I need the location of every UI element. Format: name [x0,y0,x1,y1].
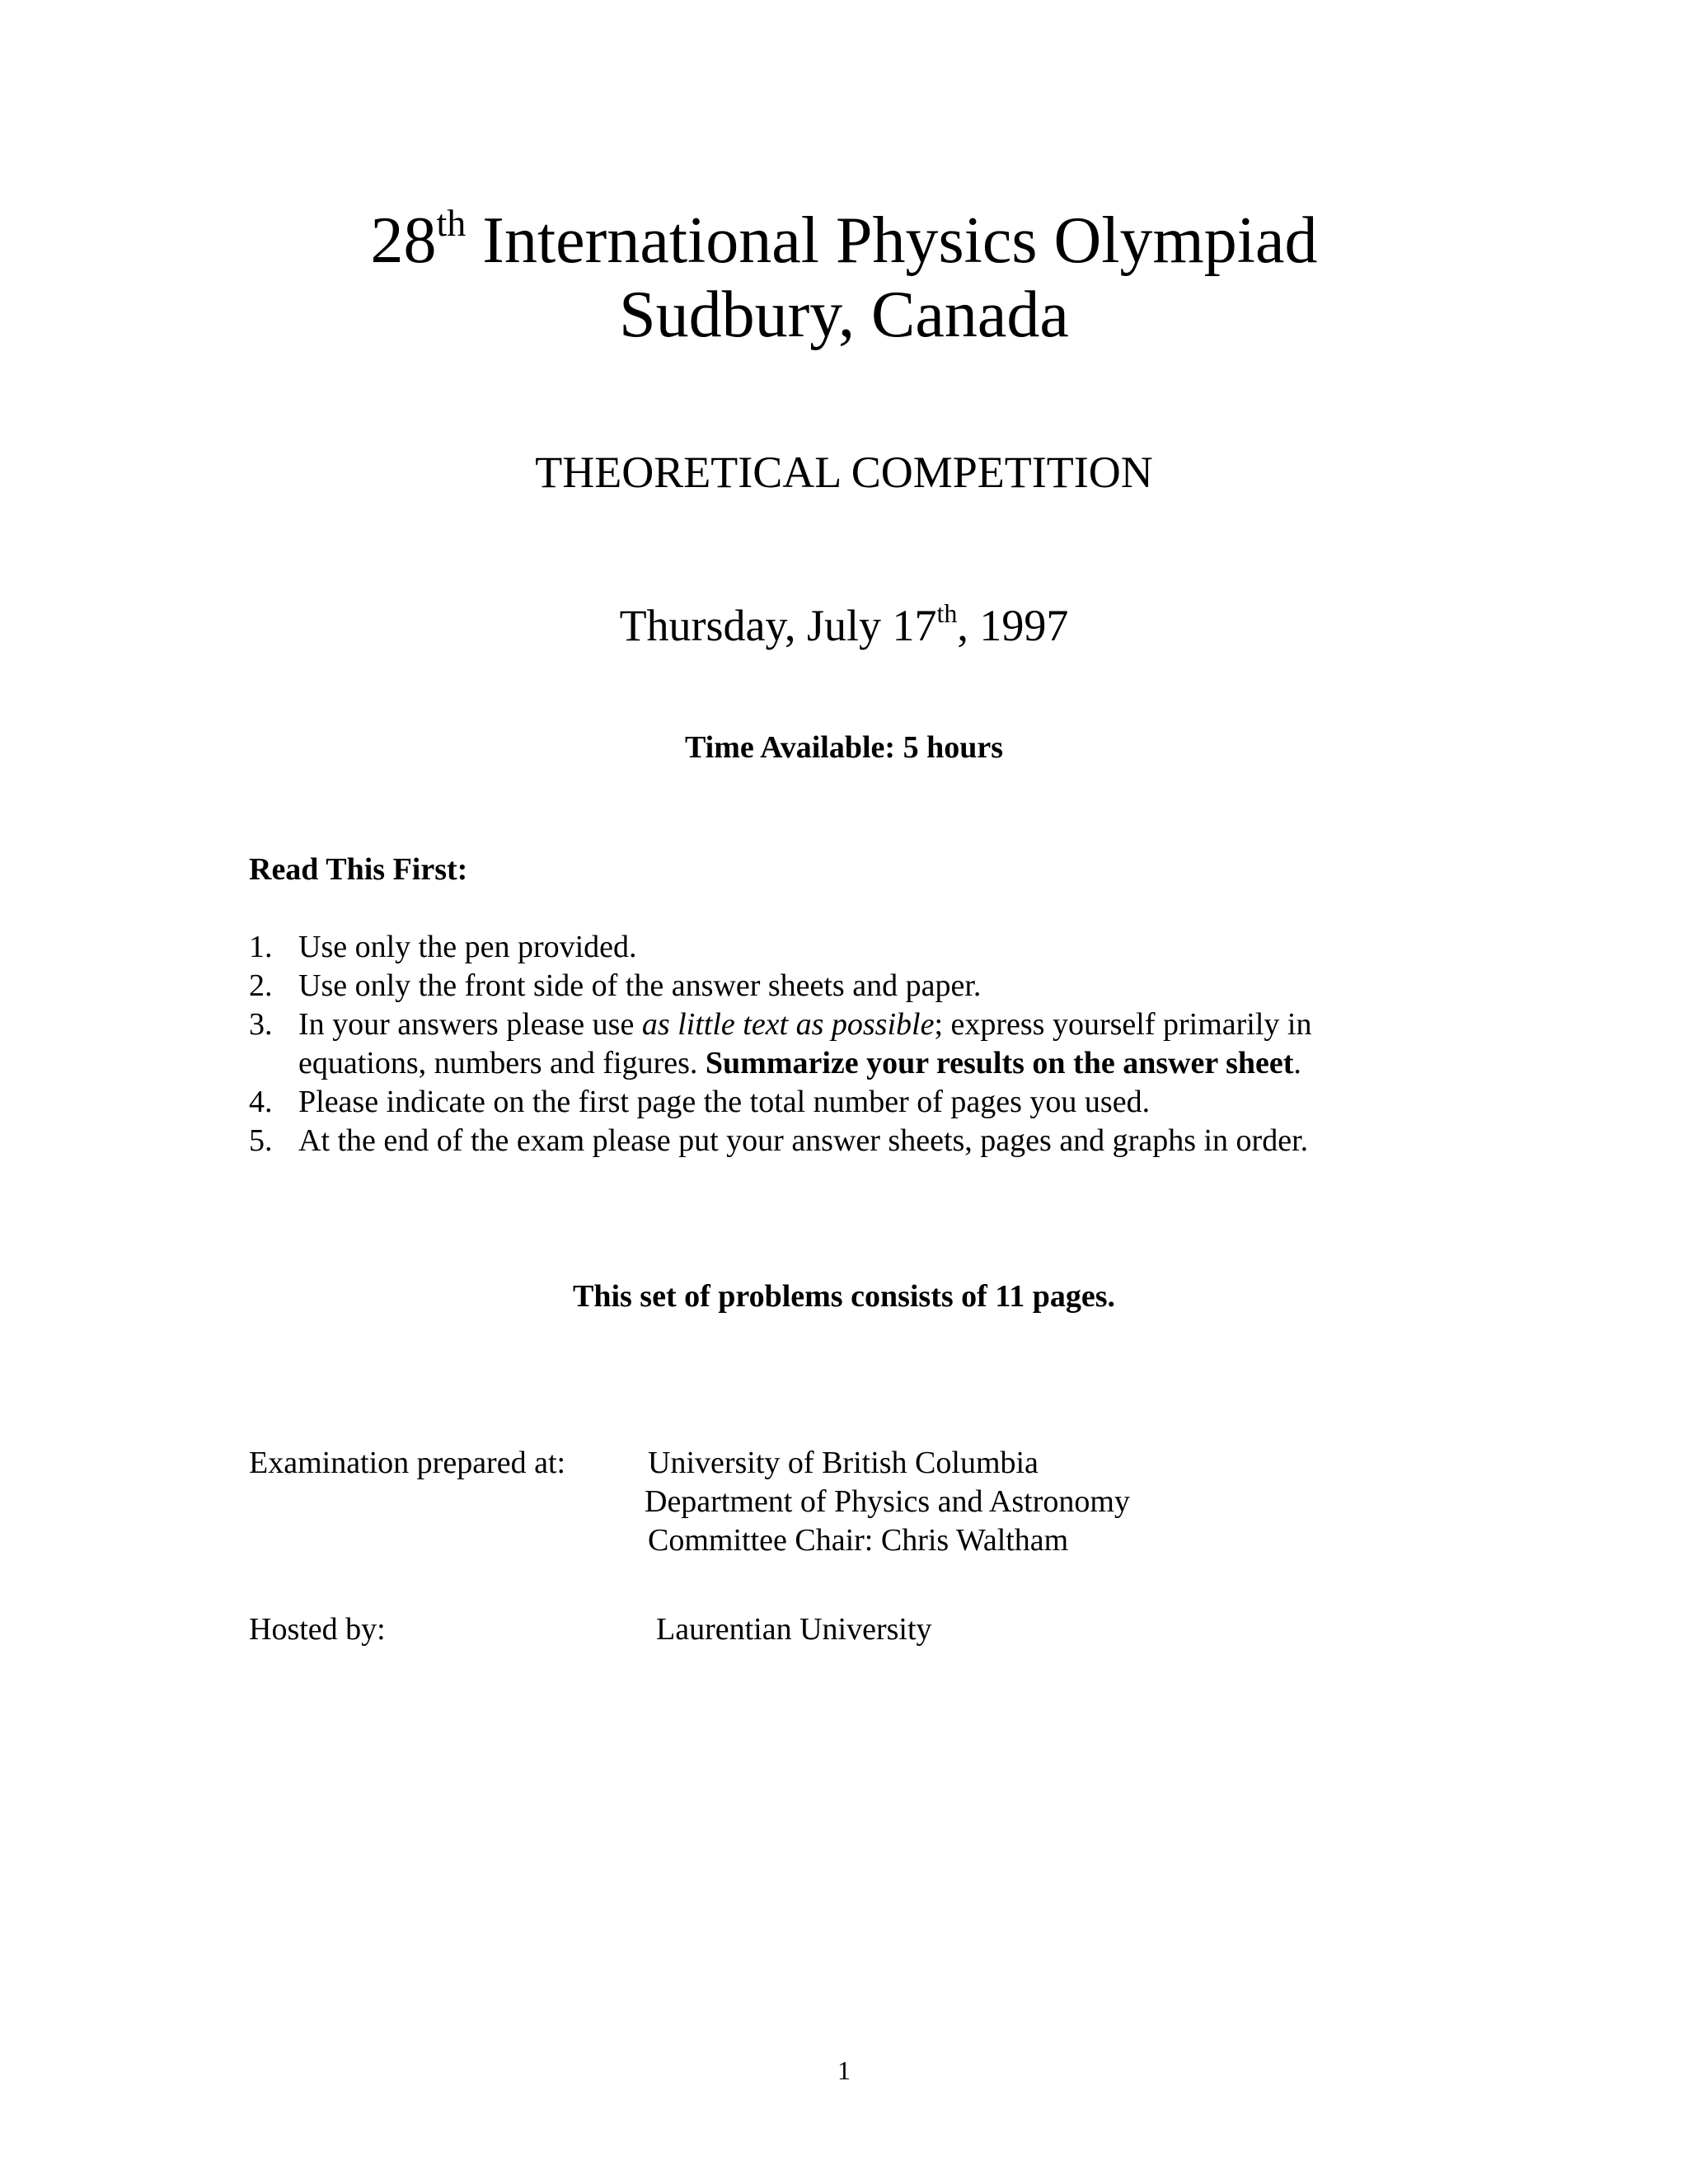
instruction-text: Use only the pen provided. [298,930,637,964]
hosted-by-label: Hosted by: [249,1612,386,1647]
olympiad-location: Sudbury, Canada [619,279,1069,351]
olympiad-title [0,202,1688,277]
prepared-at-committee-chair: Committee Chair: Chris Waltham [648,1523,1069,1558]
prepared-at-label: Examination prepared at: [249,1446,566,1480]
date-prefix: Thursday, July 17 [619,601,937,650]
instruction-number: 2. [249,968,273,1003]
hosted-by-value: Laurentian University [656,1612,932,1647]
instruction-number: 1. [249,930,273,964]
read-first-heading: Read This First: [249,852,468,887]
time-available: Time Available: 5 hours [684,730,1003,765]
instruction-text-part: ; express yourself primarily in equations, numbers and figures. [298,1007,1312,1080]
instruction-text-part: In your answers please use [298,1007,642,1042]
instruction-number: 3. [249,1007,273,1042]
title-ordinal-number: 28 [370,204,437,277]
date-suffix: th [936,598,958,628]
instruction-text: At the end of the exam please put your answer sheets, pages and graphs in order. [298,1123,1309,1158]
instruction-item [249,1122,1419,1160]
title-ordinal-suffix: th [436,202,467,244]
instruction-item [249,1083,1419,1122]
exam-date [0,600,1688,648]
instruction-number: 5. [249,1123,273,1158]
page-number: 1 [837,2055,851,2085]
prepared-at-department: Department of Physics and Astronomy [645,1484,1130,1519]
instruction-number: 4. [249,1085,273,1119]
instruction-item [249,1005,1419,1083]
instruction-bold-text: Summarize your results on the answer sheet [705,1046,1294,1080]
instruction-italic-text: as little text as possible [641,1007,935,1042]
prepared-at-university: University of British Columbia [648,1446,1039,1480]
instruction-item [249,928,1419,967]
problems-count-notice: This set of problems consists of 11 pages. [572,1279,1116,1314]
instruction-text: Use only the front side of the answer sheets and paper. [298,968,982,1003]
title-text: International Physics Olympiad [482,204,1318,277]
date-year: , 1997 [957,601,1069,650]
instruction-text: Please indicate on the first page the total number of pages you used. [298,1085,1151,1119]
instruction-text-part: . [1293,1046,1301,1080]
instruction-text [298,1007,1311,1080]
instruction-item [249,967,1419,1005]
competition-heading: THEORETICAL COMPETITION [535,448,1153,497]
instructions-list [249,928,1419,1160]
